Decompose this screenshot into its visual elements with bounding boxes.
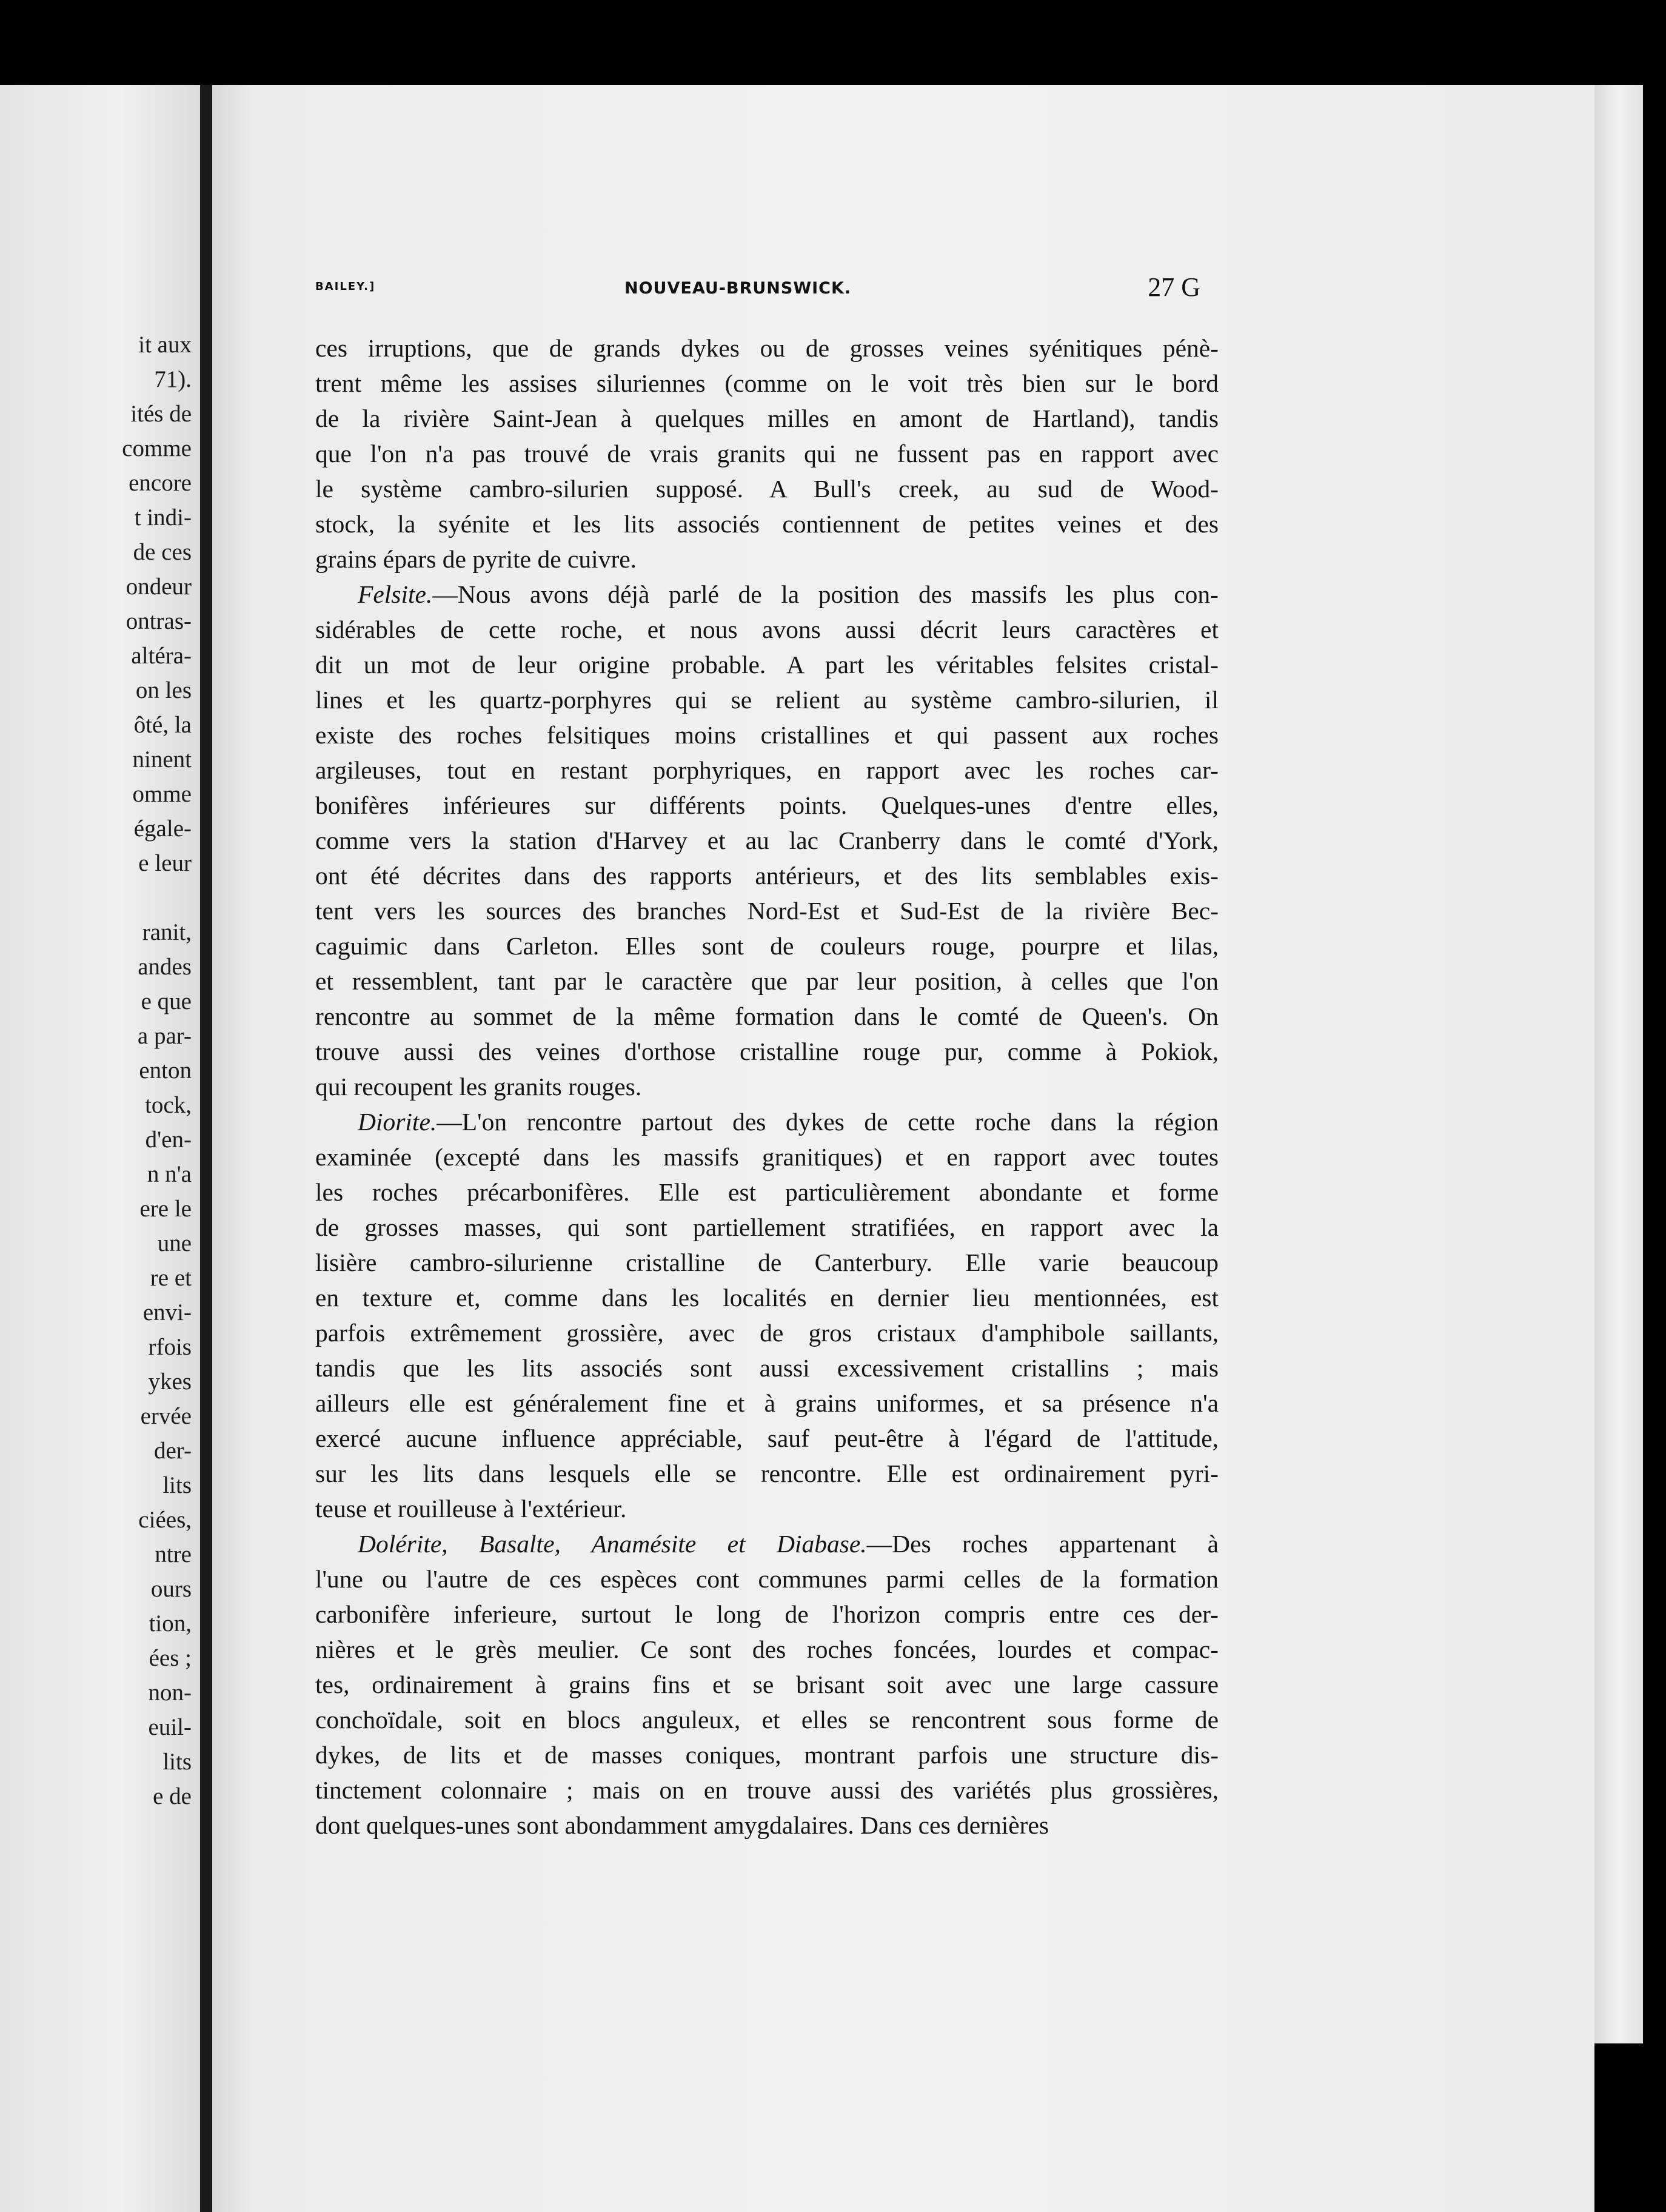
text-line: rencontre au sommet de la même formation dans le comté de Queen's. On	[315, 1002, 1219, 1030]
paragraph	[315, 330, 1219, 577]
text-line: comme vers la station d'Harvey et au lac Cranberry dans le comté d'York,	[315, 826, 1219, 854]
left-facing-page	[0, 85, 200, 2212]
left-page-line: de ces	[133, 539, 192, 565]
left-page-line: der-	[153, 1438, 192, 1464]
text-line: que l'on n'a pas trouvé de vrais granits qui ne fussent pas en rapport avec	[315, 440, 1219, 468]
left-page-line: ontras-	[125, 608, 192, 634]
text-line	[315, 1104, 1219, 1139]
left-page-line: e leur	[138, 850, 192, 876]
left-page-line: e de	[153, 1783, 192, 1809]
page-edge	[1594, 85, 1643, 2043]
text-line: caguimic dans Carleton. Elles sont de couleurs rouge, pourpre et lilas,	[315, 932, 1219, 960]
left-page-line: n n'a	[147, 1161, 192, 1187]
text-line: le système cambro-silurien supposé. A Bull's creek, au sud de Wood-	[315, 475, 1219, 503]
left-page-line: a par-	[137, 1023, 192, 1049]
left-page-line: ciées,	[138, 1507, 192, 1533]
left-page-line: ondeur	[125, 574, 192, 600]
left-page-line: ées ;	[149, 1645, 192, 1671]
text-line: l'une ou l'autre de ces espèces cont communes parmi celles de la formation	[315, 1565, 1219, 1593]
text-line: teuse et rouilleuse à l'extérieur.	[315, 1495, 627, 1523]
body-text	[315, 330, 1219, 1843]
left-page-line: re et	[150, 1265, 192, 1291]
text-line: de la rivière Saint-Jean à quelques milles en amont de Hartland), tandis	[315, 404, 1219, 432]
text-line: de grosses masses, qui sont partiellement stratifiées, en rapport avec la	[315, 1213, 1219, 1241]
text-line: les roches précarbonifères. Elle est particulièrement abondante et forme	[315, 1178, 1219, 1206]
left-page-line: d'en-	[145, 1127, 192, 1153]
text-line: en texture et, comme dans les localités en dernier lieu mentionnées, est	[315, 1284, 1219, 1312]
text-line	[315, 1526, 1219, 1561]
left-page-line: tock,	[145, 1092, 192, 1118]
left-page-line: égale-	[133, 816, 192, 842]
text-line: sur les lits dans lesquels elle se rencontre. Elle est ordinairement pyri-	[315, 1460, 1219, 1487]
text-line: ont été décrites dans des rapports antérieurs, et des lits semblables exis-	[315, 862, 1219, 890]
left-page-line: 71).	[154, 366, 192, 392]
paragraph	[315, 577, 1219, 1104]
text-line: qui recoupent les granits rouges.	[315, 1073, 642, 1101]
paragraph	[315, 1526, 1219, 1843]
text-line: dykes, de lits et de masses coniques, montrant parfois une structure dis-	[315, 1741, 1219, 1769]
text-line: dont quelques-unes sont abondamment amygdalaires. Dans ces dernières	[315, 1811, 1049, 1839]
left-page-text-fragments	[122, 327, 192, 1814]
author-tag: BAILEY.]	[315, 280, 376, 293]
text-line: bonifères inférieures sur différents points. Quelques-unes d'entre elles,	[315, 791, 1219, 819]
left-page-line: tion,	[149, 1610, 192, 1637]
text-line: parfois extrêmement grossière, avec de gros cristaux d'amphibole saillants,	[315, 1319, 1219, 1347]
text-line: examinée (excepté dans les massifs granitiques) et en rapport avec toutes	[315, 1143, 1219, 1171]
text-line: ces irruptions, que de grands dykes ou de grosses veines syénitiques pénè-	[315, 334, 1219, 362]
text-line: tent vers les sources des branches Nord-Est et Sud-Est de la rivière Bec-	[315, 897, 1219, 925]
text-line	[315, 577, 1219, 612]
left-page-line: non-	[148, 1680, 192, 1706]
text-line: nières et le grès meulier. Ce sont des roches foncées, lourdes et compac-	[315, 1635, 1219, 1663]
book-gutter	[200, 85, 212, 2212]
line-text: —Des roches appartenant à	[866, 1530, 1219, 1558]
left-page-line: enton	[139, 1057, 192, 1084]
text-line: et ressemblent, tant par le caractère que par leur position, à celles que l'on	[315, 967, 1219, 995]
text-line: trouve aussi des veines d'orthose cristalline rouge pur, comme à Pokiok,	[315, 1037, 1219, 1065]
text-line: lisière cambro-silurienne cristalline de Canterbury. Elle varie beaucoup	[315, 1248, 1219, 1276]
text-line: tandis que les lits associés sont aussi excessivement cristallins ; mais	[315, 1354, 1219, 1382]
line-text: —L'on rencontre partout des dykes de cette roche dans la région	[437, 1108, 1219, 1136]
running-title: NOUVEAU-BRUNSWICK.	[624, 279, 852, 298]
text-line: conchoïdale, soit en blocs anguleux, et elles se rencontrent sous forme de	[315, 1706, 1219, 1734]
left-page-line: ités de	[130, 401, 192, 427]
left-page-line: rfois	[148, 1334, 192, 1360]
running-header	[315, 272, 1200, 308]
left-page-line: une	[157, 1230, 192, 1256]
left-page-line: lits	[162, 1749, 192, 1775]
left-page-line: e que	[141, 988, 192, 1014]
text-line: carbonifère inferieure, surtout le long de l'horizon compris entre ces der-	[315, 1600, 1219, 1628]
text-line: trent même les assises siluriennes (comme on le voit très bien sur le bord	[315, 369, 1219, 397]
paragraph-lead: Dolérite, Basalte, Anamésite et Diabase.	[358, 1530, 867, 1558]
left-page-line: lits	[162, 1472, 192, 1498]
text-line: grains épars de pyrite de cuivre.	[315, 545, 637, 573]
left-page-line: comme	[122, 435, 192, 461]
left-page-line: envi-	[142, 1299, 192, 1326]
left-page-line: encore	[129, 470, 192, 496]
text-line: tes, ordinairement à grains fins et se brisant soit avec une large cassure	[315, 1671, 1219, 1698]
left-page-line	[122, 880, 192, 915]
paragraph-lead: Felsite.	[358, 580, 433, 608]
paragraph-lead: Diorite.	[358, 1108, 437, 1136]
left-page-line: ykes	[148, 1369, 192, 1395]
left-page-line: ervée	[140, 1403, 192, 1429]
text-line: dit un mot de leur origine probable. A part les véritables felsites cristal-	[315, 651, 1219, 679]
left-page-line: ranit,	[142, 919, 192, 945]
text-line: exercé aucune influence appréciable, sauf peut-être à l'égard de l'attitude,	[315, 1424, 1219, 1452]
left-page-line: ours	[150, 1576, 192, 1602]
left-page-line: on les	[135, 677, 192, 703]
left-page-line: altéra-	[131, 643, 192, 669]
text-line: existe des roches felsitiques moins cristallines et qui passent aux roches	[315, 721, 1219, 749]
left-page-line: ôté, la	[133, 712, 192, 738]
text-line: lines et les quartz-porphyres qui se relient au système cambro-silurien, il	[315, 686, 1219, 714]
left-page-line: ere le	[139, 1196, 192, 1222]
text-line: argileuses, tout en restant porphyriques, en rapport avec les roches car-	[315, 756, 1219, 784]
paragraph	[315, 1104, 1219, 1526]
text-line: sidérables de cette roche, et nous avons aussi décrit leurs caractères et	[315, 615, 1219, 643]
left-page-line: ntre	[155, 1541, 192, 1567]
left-page-line: omme	[132, 781, 192, 807]
page-number: 27 G	[1148, 272, 1200, 302]
left-page-line: euil-	[148, 1714, 192, 1740]
left-page-line: andes	[138, 954, 192, 980]
left-page-line: ninent	[132, 746, 192, 773]
line-text: —Nous avons déjà parlé de la position des massifs les plus con-	[432, 580, 1219, 608]
text-line: ailleurs elle est généralement fine et à grains uniformes, et sa présence n'a	[315, 1389, 1219, 1417]
left-page-line: it aux	[138, 332, 192, 358]
text-line: stock, la syénite et les lits associés contiennent de petites veines et des	[315, 510, 1219, 538]
text-line: tinctement colonnaire ; mais on en trouve aussi des variétés plus grossières,	[315, 1776, 1219, 1804]
left-page-line: t indi-	[134, 504, 192, 531]
